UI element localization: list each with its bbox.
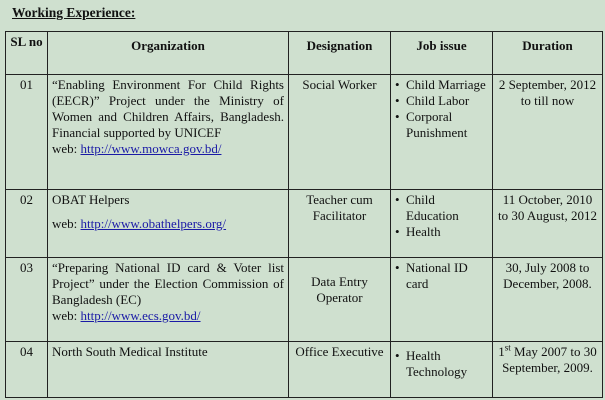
table-row <box>6 258 603 342</box>
list-item: • Child Marriage <box>395 77 488 93</box>
web-label: web: <box>52 216 78 231</box>
organization-name: “Preparing National ID card & Voter list Project” under the Election Commission of Bangladesh (EC) <box>52 260 284 307</box>
header-job-issue: Job issue <box>391 32 493 75</box>
designation-cell: Teacher cum Facilitator <box>289 190 391 258</box>
web-line <box>52 308 284 324</box>
organization-cell <box>48 75 289 190</box>
duration-day: 1 <box>498 344 505 359</box>
list-item: • National ID card <box>395 260 488 292</box>
list-item: • Child Labor <box>395 93 488 109</box>
list-item: • Child Education <box>395 192 488 224</box>
organization-name: North South Medical Institute <box>52 344 208 359</box>
organization-cell <box>48 342 289 398</box>
organization-cell <box>48 190 289 258</box>
duration-ordinal: st <box>504 342 511 353</box>
website-link[interactable]: http://www.mowca.gov.bd/ <box>80 141 222 156</box>
sl-cell: 01 <box>6 75 48 190</box>
duration-cell: 11 October, 2010 to 30 August, 2012 <box>493 190 603 258</box>
list-item: • Corporal Punishment <box>395 109 488 141</box>
section-heading: Working Experience: <box>12 5 136 20</box>
designation-cell: Social Worker <box>289 75 391 190</box>
header-sl: SL no <box>6 32 48 75</box>
duration-rest: May 2007 to 30 September, 2009. <box>502 344 597 375</box>
website-link[interactable]: http://www.ecs.gov.bd/ <box>80 308 201 323</box>
sl-cell: 03 <box>6 258 48 342</box>
designation-cell: Office Executive <box>289 342 391 398</box>
job-issue-cell <box>391 190 493 258</box>
job-issue-cell <box>391 342 493 398</box>
designation-cell: Data Entry Operator <box>289 258 391 342</box>
experience-table <box>5 31 603 398</box>
web-line <box>52 141 284 157</box>
duration-cell: 30, July 2008 to December, 2008. <box>493 258 603 342</box>
job-issue-cell <box>391 258 493 342</box>
web-label: web: <box>52 308 78 323</box>
organization-cell <box>48 258 289 342</box>
duration-cell: 2 September, 2012 to till now <box>493 75 603 190</box>
sl-cell: 02 <box>6 190 48 258</box>
table-row <box>6 342 603 398</box>
header-organization: Organization <box>48 32 289 75</box>
web-label: web: <box>52 141 78 156</box>
organization-name: “Enabling Environment For Child Rights (EECR)” Project under the Ministry of Women and Children Affairs, Bangladesh. Financial supported by UNICEF <box>52 77 284 140</box>
duration-cell <box>493 342 603 398</box>
website-link[interactable]: http://www.obathelpers.org/ <box>80 216 227 231</box>
list-item: • Health Technology <box>395 348 488 380</box>
table-header-row <box>6 32 603 75</box>
table-row <box>6 190 603 258</box>
web-line <box>52 216 284 232</box>
list-item: • Health <box>395 224 488 240</box>
job-issue-cell <box>391 75 493 190</box>
header-designation: Designation <box>289 32 391 75</box>
organization-name: OBAT Helpers <box>52 192 130 207</box>
sl-cell: 04 <box>6 342 48 398</box>
header-duration: Duration <box>493 32 603 75</box>
table-row <box>6 75 603 190</box>
